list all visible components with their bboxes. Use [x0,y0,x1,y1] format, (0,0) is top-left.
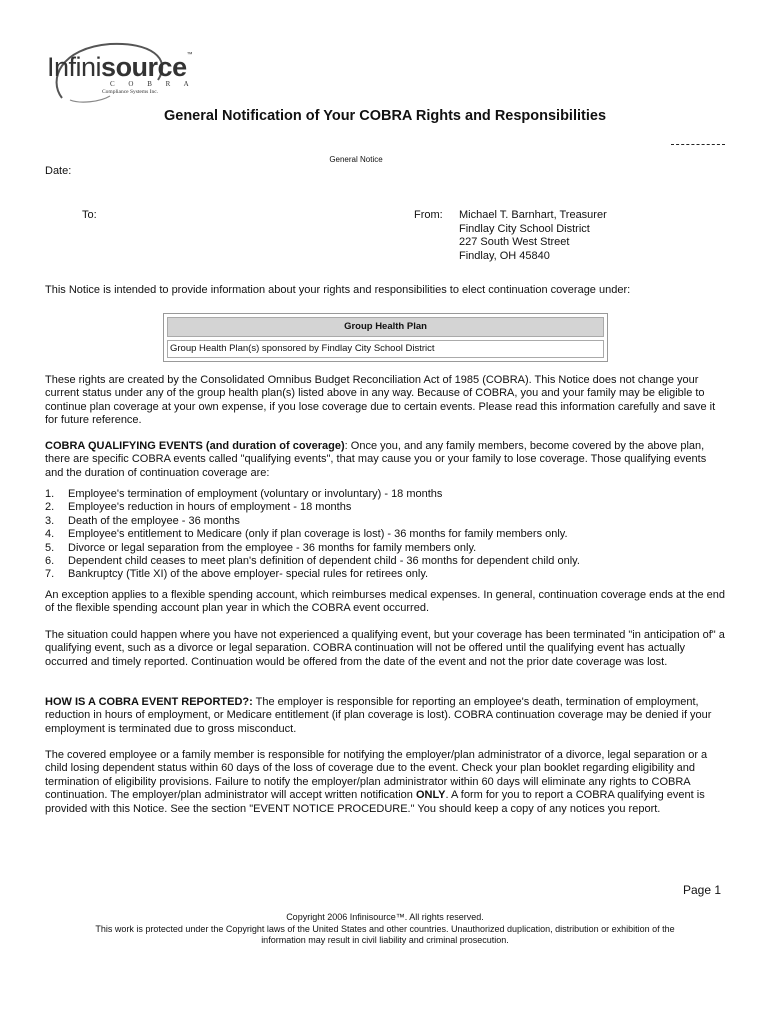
legal-notice-line-1: This work is protected under the Copyright laws of the United States and other countries. Unauthorized duplication, distribution or exhibition of the [95,924,675,934]
list-item: 6. Dependent child ceases to meet plan's definition of dependent child - 36 months for dependent child only. [45,555,580,568]
rights-paragraph: These rights are created by the Consolidated Omnibus Budget Reconciliation Act of 1985 (COBRA). This Notice does not change your current status under any of the group health plan(s) listed above in any way. Because of COBRA, you and your family may be eligible to continue plan coverage at your own expense, if you lose coverage due to certain events. Please read this information carefully and save it for future reference. [45,374,716,427]
list-item: 4. Employee's entitlement to Medicare (only if plan coverage is lost) - 36 months for family members only. [45,528,568,541]
qualifying-events-text: : Once you, and any family members, become covered by the above plan, there are specific COBRA events called "qualifying events", that may cause you or your family to lose coverage. Those qualifying events and the duration of continuation coverage are: [45,440,707,479]
logo-wordmark: Infinisource™ [47,52,193,82]
notification-paragraph: The covered employee or a family member is responsible for notifying the employer/plan administrator of a divorce, legal separation or a child losing dependent status within 60 days of the loss of coverage due to the event. Check your plan booklet regarding eligibility and termination of eligibility provisions. Failure to notify the employer/plan administrator within 60 days will eliminate any rights to COBRA continuation. The employer/plan administrator will accept written notification ONLY. A form for you to report a COBRA qualifying event is provided with this Notice. See the section "EVENT NOTICE PROCEDURE." You should keep a copy of any notices you report. [45,749,708,815]
group-health-plan-table [163,313,608,362]
event-reported-heading: HOW IS A COBRA EVENT REPORTED?: [45,696,253,708]
page-number: Page 1 [683,883,722,897]
situation-paragraph: The situation could happen where you have not experienced a qualifying event, but your coverage has been terminated "in anticipation of" a qualifying event, such as a divorce or legal separation. COBRA continuation will not be offered until the qualifying event has actually occurred and timely reported. Continuation would be offered from the date of the event and not the prior date coverage was lost. [45,629,725,668]
dash-line [671,144,725,145]
from-line: Findlay, OH 45840 [459,249,550,262]
list-item: 3. Death of the employee - 36 months [45,514,240,527]
exception-paragraph: An exception applies to a flexible spending account, which reimburses medical expenses. In general, continuation coverage ends at the end of the flexible spending account plan year in which the COBRA event occurred. [45,589,725,615]
from-line: Findlay City School District [459,222,590,235]
list-item: 1. Employee's termination of employment (voluntary or involuntary) - 18 months [45,488,443,500]
plan-table-header: Group Health Plan [167,317,604,337]
only-emphasis: ONLY [415,789,446,802]
logo-cobra-text: C O B R A [110,80,195,88]
general-notice-label: General Notice [329,155,383,164]
legal-notice-line-2: information may result in civil liability and criminal prosecution. [261,935,509,945]
from-address [459,209,607,263]
from-label: From: [414,209,443,221]
document-title: General Notification of Your COBRA Rights and Responsibilities [163,108,607,124]
list-item: 2. Employee's reduction in hours of employment - 18 months [45,501,352,514]
qualifying-events-heading: COBRA QUALIFYING EVENTS (and duration of coverage) [45,440,345,452]
from-line: Michael T. Barnhart, Treasurer [459,209,607,221]
event-reported-paragraph [45,696,725,736]
logo-tagline: Compliance Systems Inc. [102,89,159,95]
event-reported-text: The employer is responsible for reporting an employee's death, termination of employment, reduction in hours of employment, or Medicare entitlement (if plan coverage is lost). COBRA continuation coverage may be denied if your employment is terminated due to gross misconduct. [45,696,712,735]
plan-table-row: Group Health Plan(s) sponsored by Findlay City School District [167,340,604,358]
date-label: Date: [45,165,72,177]
list-item: 7. Bankruptcy (Title XI) of the above employer- special rules for retirees only. [45,568,429,581]
list-item: 5. Divorce or legal separation from the employee - 36 months for family members only. [45,541,477,554]
qualifying-events-paragraph [45,440,725,480]
intro-text: This Notice is intended to provide information about your rights and responsibilities to elect continuation coverage under: [45,284,631,296]
to-label: To: [82,209,97,221]
qualifying-events-list [45,488,725,582]
from-line: 227 South West Street [459,236,570,248]
copyright-line: Copyright 2006 Infinisource™. All rights reserved. [286,912,484,922]
